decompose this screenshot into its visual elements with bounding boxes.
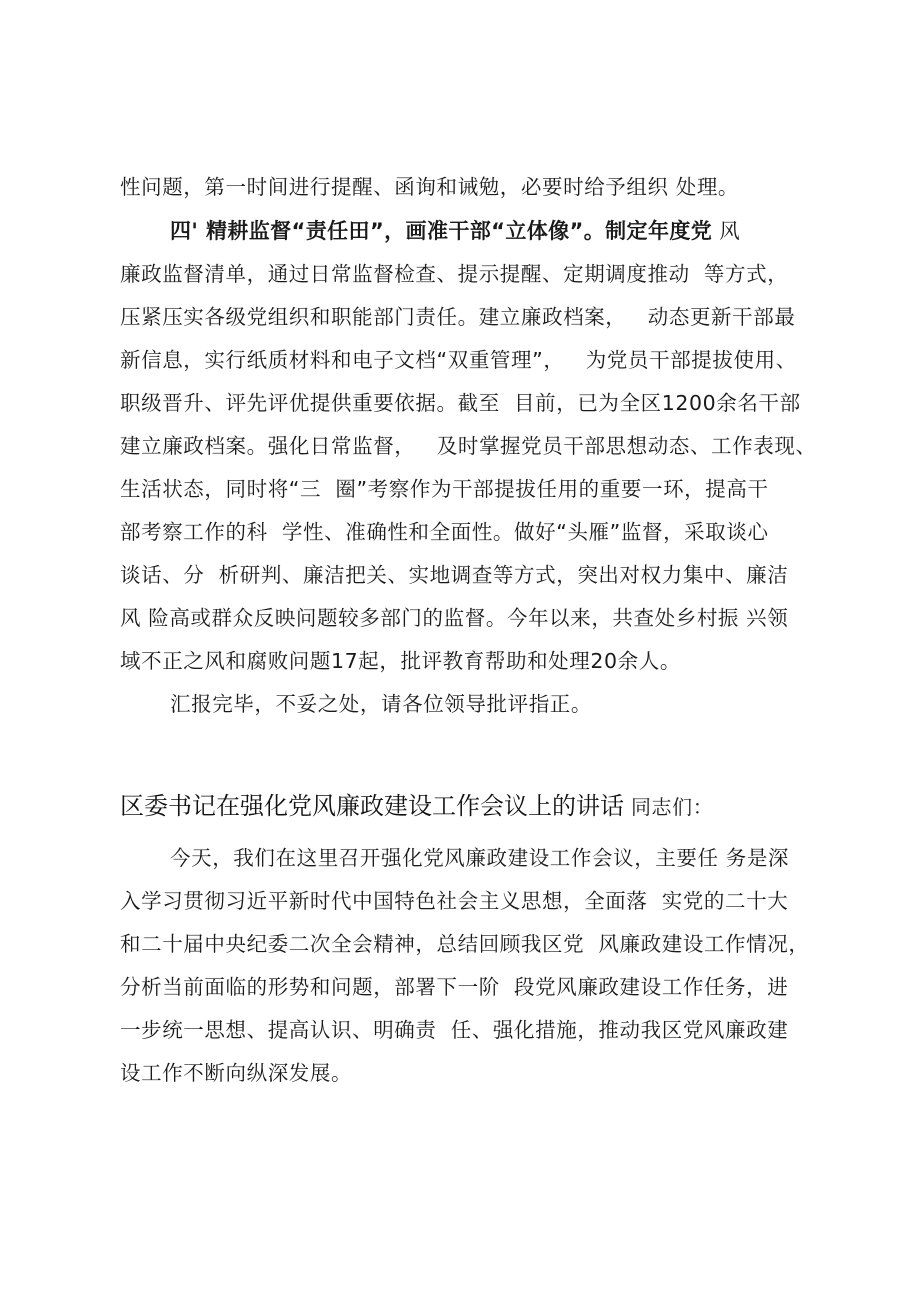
speech-title-line <box>120 791 713 822</box>
paragraph-line: 性问题，第一时间进行提醒、函询和诫勉，必要时给予组织 处理。 <box>120 175 740 199</box>
paragraph-line: 分析当前面临的形势和问题，部署下一阶 段党风廉政建设工作任务，进 <box>120 975 789 999</box>
paragraph-line: 压紧压实各级党组织和职能部门责任。建立廉政档案， 动态更新干部最 <box>120 305 796 329</box>
paragraph-line: 廉政监督清单，通过日常监督检查、提示提醒、定期调度推动 等方式， <box>120 262 789 286</box>
paragraph-line: 谈话、分 析研判、廉洁把关、实地调查等方式，突出对权力集中、廉洁 <box>120 563 789 587</box>
paragraph-line: 生活状态，同时将“三 圈”考察作为干部提拔任用的重要一环，提高干 <box>120 477 769 501</box>
section-heading: 四' 精耕监督“责任田”，画准干部“立体像”。制定年度党 <box>170 219 713 243</box>
paragraph-line: 域不正之风和腐败问题17起，批评教育帮助和处理20余人。 <box>120 649 681 673</box>
paragraph-line: 和二十届中央纪委二次全会精神，总结回顾我区党 风廉政建设工作情况， <box>120 932 810 956</box>
heading-continuation: 风 <box>712 219 741 243</box>
paragraph-line: 入学习贯彻习近平新时代中国特色社会主义思想，全面落 实党的二十大 <box>120 889 789 913</box>
speech-title: 区委书记在强化党风廉政建设工作会议上的讲话 <box>120 792 624 820</box>
paragraph-line: 今天，我们在这里召开强化党风廉政建设工作会议，主要任 务是深 <box>170 846 790 870</box>
paragraph-line: 一步统一思想、提高认识、明确责 任、强化措施，推动我区党风廉政建 <box>120 1018 789 1042</box>
paragraph-line: 部考察工作的科 学性、准确性和全面性。做好“头雁”监督，采取谈心 <box>120 520 769 544</box>
paragraph-line: 设工作不断向纵深发展。 <box>120 1061 353 1085</box>
paragraph-line: 风 险高或群众反映问题较多部门的监督。今年以来，共查处乡村振 兴领 <box>120 606 789 630</box>
closing-line: 汇报完毕，不妥之处，请各位领导批评指正。 <box>170 692 592 716</box>
section-heading-line <box>170 218 740 244</box>
paragraph-line: 职级晋升、评先评优提供重要依据。截至 目前，已为全区1200余名干部 <box>120 391 801 415</box>
paragraph-line: 新信息，实行纸质材料和电子文档“双重管理”， 为党员干部提拔使用、 <box>120 348 797 372</box>
salutation: 同志们： <box>624 795 714 819</box>
paragraph-line: 建立廉政档案。强化日常监督， 及时掌握党员干部思想动态、工作表现、 <box>120 434 817 458</box>
